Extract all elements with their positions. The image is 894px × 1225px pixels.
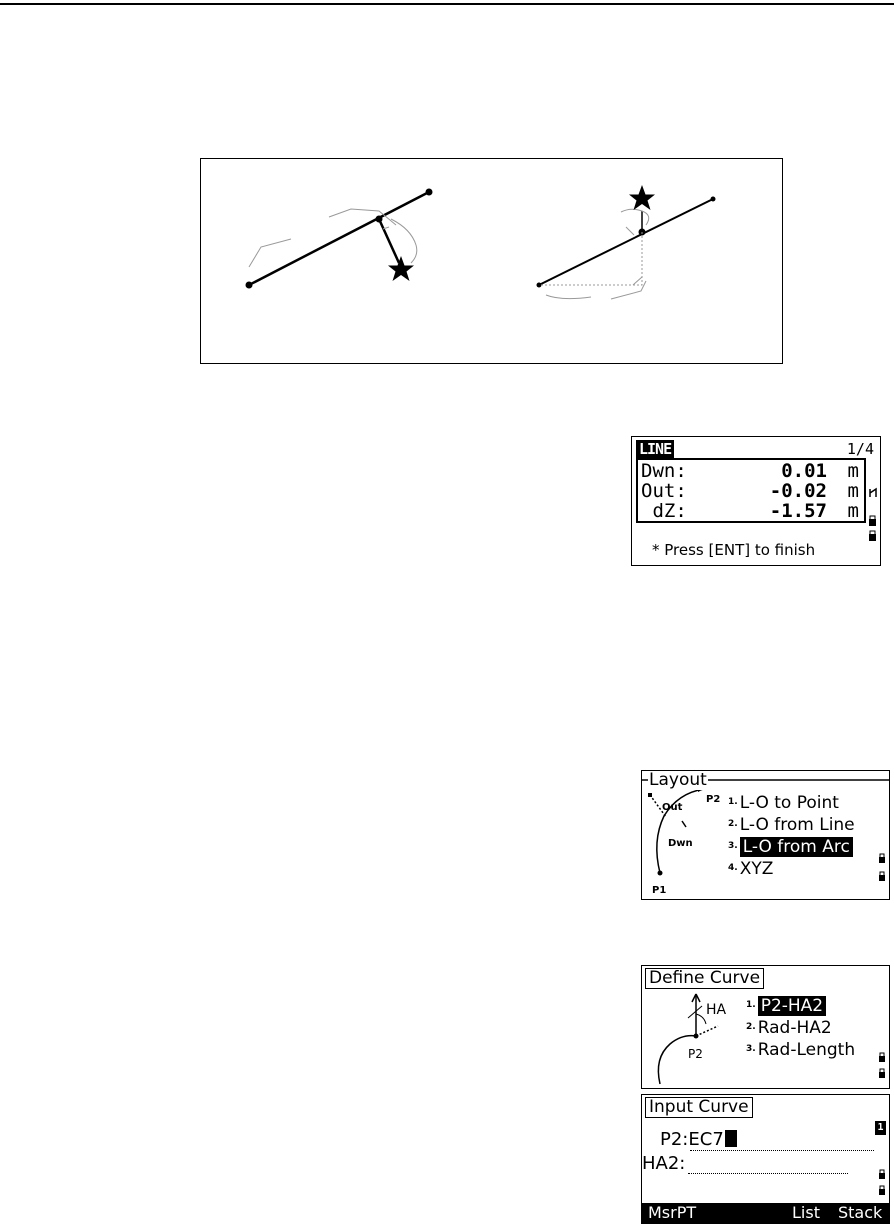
menu-item-p2-ha2[interactable] xyxy=(746,996,826,1016)
diagram-label-dwn: Dwn xyxy=(668,838,693,849)
menu-number: 1. xyxy=(728,797,738,807)
menu-item-lo-from-arc[interactable] xyxy=(728,837,853,857)
battery-icon xyxy=(869,519,876,526)
row-label: dZ: xyxy=(641,500,687,522)
diagram-label-ha: HA xyxy=(706,1002,727,1018)
screen-title: Define Curve xyxy=(645,968,764,989)
offset-point-icon xyxy=(648,793,652,797)
field-label: P2: xyxy=(660,1129,689,1150)
row-value: -0.02 xyxy=(769,480,827,502)
menu-label: Rad-Length xyxy=(757,1040,856,1060)
star-icon xyxy=(388,256,414,281)
menu-number: 1. xyxy=(746,1000,756,1010)
star-icon xyxy=(629,185,655,210)
menu-number: 2. xyxy=(728,819,738,829)
row-value: -1.57 xyxy=(769,500,827,522)
row-unit: m xyxy=(847,500,859,522)
page-indicator: 1/4 xyxy=(846,440,874,458)
softkey-msrpt[interactable]: MsrPT xyxy=(648,1203,697,1222)
field-label: HA2: xyxy=(642,1153,686,1174)
menu-label: L-O from Line xyxy=(739,815,855,835)
line-result-screen xyxy=(631,436,881,566)
layout-menu-screen xyxy=(641,770,890,900)
menu-item-rad-ha2[interactable] xyxy=(746,1018,832,1038)
menu-number: 3. xyxy=(728,841,738,851)
page-header-rule xyxy=(0,3,894,5)
menu-label-selected: L-O from Arc xyxy=(740,837,853,857)
finish-instruction: * Press [ENT] to finish xyxy=(652,541,816,559)
screen-title: Input Curve xyxy=(645,1097,753,1118)
diagram-label-p2: P2 xyxy=(706,794,721,805)
menu-label: Rad-HA2 xyxy=(757,1018,832,1038)
menu-number: 3. xyxy=(746,1044,756,1054)
diagram-label-p2: P2 xyxy=(688,1047,703,1061)
menu-item-lo-to-point[interactable] xyxy=(728,793,839,813)
softkey-list[interactable]: List xyxy=(792,1203,820,1222)
menu-label-selected: P2-HA2 xyxy=(758,996,826,1016)
input-curve-screen xyxy=(641,1094,890,1224)
softkey-stack[interactable]: Stack xyxy=(838,1203,883,1222)
offset-diagram-figure xyxy=(200,158,783,364)
row-unit: m xyxy=(847,460,859,482)
battery-icon xyxy=(869,534,876,541)
menu-item-rad-length[interactable] xyxy=(746,1040,855,1060)
row-label: Out: xyxy=(641,480,687,502)
menu-label: L-O to Point xyxy=(739,793,839,813)
define-curve-screen xyxy=(641,965,890,1089)
row-label: Dwn: xyxy=(641,460,687,482)
menu-label: XYZ xyxy=(739,859,774,879)
diagram-label-p1: P1 xyxy=(652,885,667,896)
menu-number: 2. xyxy=(746,1022,756,1032)
screen-title: LINE xyxy=(636,440,674,458)
input-mode-badge: 1 xyxy=(875,1121,886,1135)
left-offset-diagram xyxy=(246,189,433,289)
right-offset-diagram xyxy=(537,185,716,299)
row-value: 0.01 xyxy=(781,460,827,482)
offset-diagram xyxy=(201,159,784,365)
menu-item-xyz[interactable] xyxy=(728,859,773,879)
menu-item-lo-from-line[interactable] xyxy=(728,815,855,835)
prism-icon xyxy=(870,489,876,497)
diagram-label-out: Out xyxy=(662,802,683,813)
field-value: EC7 xyxy=(688,1129,724,1150)
layout-arc-diagram xyxy=(642,771,890,900)
row-unit: m xyxy=(847,480,859,502)
screen-title: Layout xyxy=(649,770,707,790)
menu-number: 4. xyxy=(728,863,738,873)
softkey-bar xyxy=(642,1203,889,1223)
